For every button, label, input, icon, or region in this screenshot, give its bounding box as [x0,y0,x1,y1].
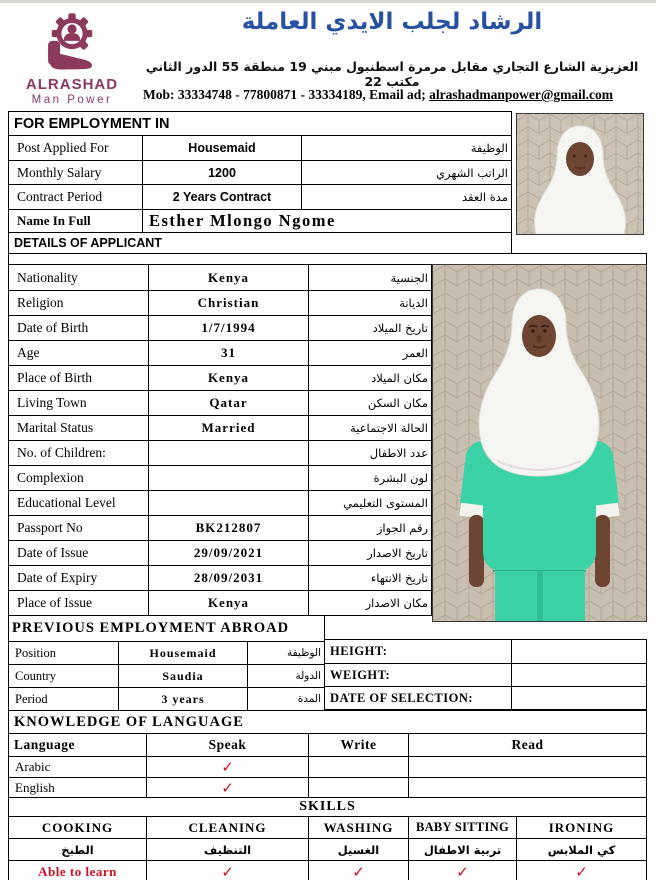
email-link[interactable]: alrashadmanpower@gmail.com [429,87,614,102]
weight-label: WEIGHT: [330,667,391,682]
col-label-ar: كي الملابس [516,839,646,860]
logo-name: ALRASHAD [25,76,119,93]
col-header-read: Read [408,734,646,756]
row-contract-period [9,184,511,209]
row-monthly-salary [9,160,511,184]
applicant-photo-small [516,113,644,235]
field-value [148,441,308,465]
row-name-in-full [9,209,511,232]
col-header-language: Language [14,737,76,752]
field-label: Age [17,345,40,360]
col-header-baby-sitting: BABY SITTING [408,817,516,838]
field-label-ar: الديانة [308,291,431,315]
field-label: Complexion [17,470,84,485]
field-label: Monthly Salary [17,164,102,180]
col-header-cleaning: CLEANING [146,817,308,838]
row-no-of-children [9,440,431,465]
row-age [9,340,431,365]
field-label: Living Town [17,395,87,410]
field-label-ar: لون البشرة [308,466,431,490]
col-header-cooking: COOKING [41,819,114,835]
field-value: 1200 [142,161,301,184]
field-label-ar: تاريخ الانتهاء [308,566,431,590]
cleaning-checkmark: ✓ [146,861,308,880]
logo-subtitle: Man Power [31,94,113,106]
write-cell [308,757,408,777]
row-place-of-birth [9,365,431,390]
field-value [148,466,308,490]
field-value: 2 Years Contract [142,185,301,209]
row-place-of-issue [9,590,431,615]
field-label-ar: عدد الاطفال [308,441,431,465]
date-of-selection-value-cell [511,687,646,709]
row-height [325,640,646,663]
row-english [9,777,646,797]
field-label: Nationality [17,269,78,285]
field-label-ar: الجنسية [308,265,431,290]
section-title-previous-employment: PREVIOUS EMPLOYMENT ABROAD [12,620,290,636]
language-header-row [9,734,646,756]
language-name: English [15,779,55,795]
row-period [9,687,324,710]
field-label-ar: مدة العقد [301,185,511,209]
field-value: 3 years [118,688,247,710]
col-label-ar: الطبخ [61,842,94,857]
row-living-town [9,390,431,415]
row-educational-level [9,490,431,515]
field-label-ar: الوظيفة [247,642,324,664]
col-header-speak: Speak [146,734,308,756]
section-title-skills: SKILLS [299,799,356,814]
selection-panel [324,639,647,710]
field-label-ar: المستوى التعليمي [308,491,431,515]
field-label-ar: تاريخ الميلاد [308,316,431,340]
field-label: Position [15,645,56,660]
row-post-applied-for [9,135,511,160]
section-title-for-employment: FOR EMPLOYMENT IN [14,115,170,132]
field-label: Passport No [17,520,83,535]
field-label-ar: مكان السكن [308,391,431,415]
field-label: Date of Expiry [17,570,98,585]
speak-checkmark: ✓ [146,757,308,777]
field-label-ar: المدة [247,688,324,710]
row-date-of-issue [9,540,431,565]
language-table [8,733,647,798]
applicant-photo-large [432,264,647,622]
row-arabic [9,756,646,777]
field-value: 1/7/1994 [148,316,308,340]
applicant-name: Esther Mlongo Ngome [142,210,511,232]
field-label: Contract Period [17,189,103,204]
field-value: 31 [148,341,308,365]
field-value: Kenya [148,591,308,615]
baby-sitting-checkmark: ✓ [408,861,516,880]
row-marital-status [9,415,431,440]
contact-line [108,87,648,103]
field-value: Housemaid [118,642,247,664]
row-date-of-selection [325,686,646,709]
row-country [9,664,324,687]
previous-employment-table [8,615,325,711]
field-label: Period [15,691,48,706]
row-religion [9,290,431,315]
field-label: No. of Children: [17,445,106,460]
row-nationality [9,265,431,290]
weight-value-cell [511,664,646,686]
col-header-washing: WASHING [308,817,408,838]
cooking-note: Able to learn [38,863,117,879]
col-label-ar: التنظيف [146,839,308,860]
read-cell [408,778,646,797]
section-title-details-of-applicant: DETAILS OF APPLICANT [14,236,162,250]
field-label: Place of Issue [17,595,92,610]
details-table [8,264,432,616]
row-weight [325,663,646,686]
skills-check-row [9,860,646,880]
field-label-ar: مكان الميلاد [308,366,431,390]
field-value: Saudia [118,665,247,687]
washing-checkmark: ✓ [308,861,408,880]
field-value: BK212807 [148,516,308,540]
ironing-checkmark: ✓ [516,861,646,880]
col-header-ironing: IRONING [516,817,646,838]
field-label: Marital Status [17,420,94,435]
field-value: Qatar [148,391,308,415]
height-value-cell [511,640,646,663]
write-cell [308,778,408,797]
height-label: HEIGHT: [330,644,388,658]
field-label: Place of Birth [17,370,92,385]
skills-table [8,816,647,880]
section-title-knowledge-of-language: KNOWLEDGE OF LANGUAGE [14,713,244,730]
field-label: Country [15,668,56,683]
knowledge-header [8,710,647,734]
row-passport-no [9,515,431,540]
read-cell [408,757,646,777]
field-label: Date of Issue [17,545,89,560]
field-value: Married [148,416,308,440]
field-label-ar: الراتب الشهري [301,161,511,184]
row-date-of-expiry [9,565,431,590]
language-name: Arabic [15,759,51,774]
field-value: Kenya [148,265,308,290]
field-label-ar: الوظيفة [301,136,511,160]
field-label: Date of Birth [17,320,89,335]
portrait-photo-icon [517,114,643,234]
field-label: Post Applied For [17,140,109,155]
field-label-ar: مكان الاصدار [308,591,431,615]
row-date-of-birth [9,315,431,340]
field-label-ar: رقم الجواز [308,516,431,540]
skills-arabic-row [9,838,646,860]
field-value: Housemaid [142,136,301,160]
col-label-ar: الغسيل [308,839,408,860]
field-label: Name In Full [17,213,91,228]
col-label-ar: تربية الاطفال [408,839,516,860]
field-value [148,491,308,515]
field-value: 29/09/2021 [148,541,308,565]
date-of-selection-label: DATE OF SELECTION: [330,690,474,705]
field-label-ar: الحالة الاجتماعية [308,416,431,440]
contact-phones: Mob: 33334748 - 77800871 - 33334189, Email ad; [142,87,430,102]
skills-header [8,797,647,817]
employment-table [8,111,512,254]
field-label: Educational Level [17,495,116,510]
skills-header-row [9,817,646,838]
full-body-photo-icon [433,265,646,621]
col-header-write: Write [308,734,408,756]
field-label-ar: تاريخ الاصدار [308,541,431,565]
gear-person-hand-icon [26,9,118,71]
field-value: Christian [148,291,308,315]
speak-checkmark: ✓ [146,778,308,797]
field-value: 28/09/2031 [148,566,308,590]
agency-address-arabic: العزيزية الشارع التجاري مقابل مرمرة اسطنبول مبني 19 منطقة 55 الدور الثاني مكتب 22 [145,59,639,89]
field-label-ar: الدولة [247,665,324,687]
row-complexion [9,465,431,490]
field-label-ar: العمر [308,341,431,365]
agency-title-arabic: الرشاد لجلب الايدي العاملة [241,9,543,35]
field-value: Kenya [148,366,308,390]
field-label: Religion [17,295,64,310]
row-position [9,641,324,664]
